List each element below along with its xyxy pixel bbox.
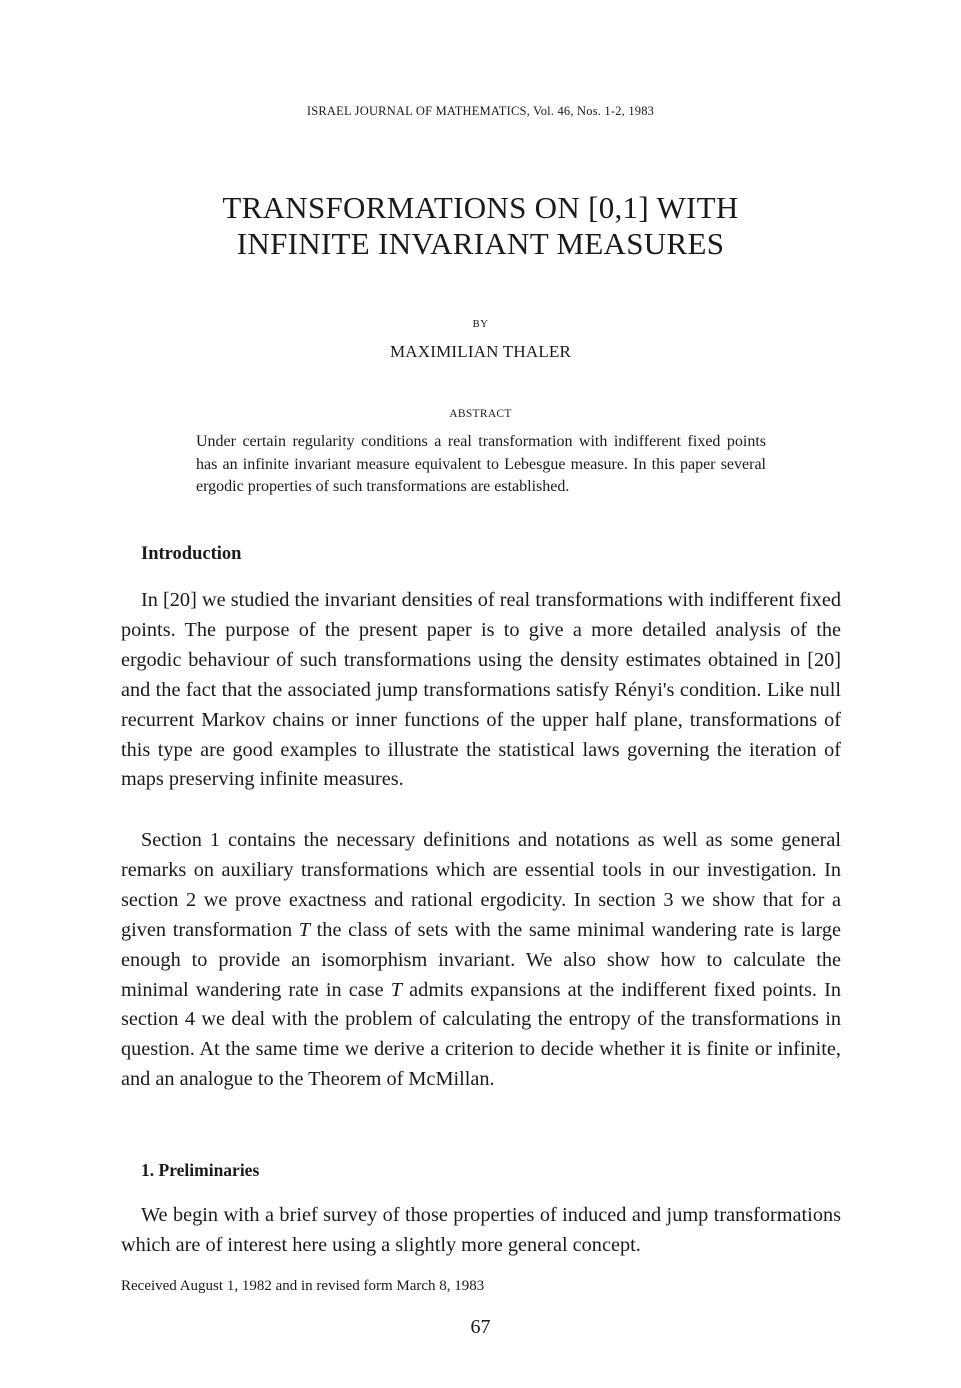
introduction-heading: Introduction: [141, 544, 242, 564]
preliminaries-heading: 1. Preliminaries: [141, 1160, 260, 1180]
abstract-text: Under certain regularity conditions a real transformation with indifferent fixed points has an infinite invariant measure equivalent to Lebesgue measure. In this paper several ergodic properties of such transformations are established.: [196, 433, 766, 495]
introduction-paragraph-2: [121, 826, 841, 1095]
running-head: ISRAEL JOURNAL OF MATHEMATICS, Vol. 46, Nos. 1-2, 1983: [306, 104, 655, 118]
p2-text-c: admits expansions at the indifferent fixed points. In section 4 we deal with the problem of calculating the entropy of the transformations in question. At the same time we derive a criterion to decide whether it is finite or infinite, and an analogue to the Theorem of McMillan.: [121, 978, 841, 1091]
page-number: 67: [470, 1316, 491, 1338]
p2-symbol-t: T: [298, 918, 311, 941]
title-line-2: INFINITE INVARIANT MEASURES: [236, 226, 725, 261]
p2-text-a: Section 1 contains the necessary definitions and notations as well as some general remarks on auxiliary transformations which are essential tools in our investigation. In section 2 we prove exactness and rational ergodicity. In section 3 we show that for a given transformation: [121, 829, 841, 941]
preliminaries-paragraph-1: We begin with a brief survey of those properties of induced and jump transformations which are of interest here using a slightly more general concept.: [121, 1204, 841, 1256]
byline-by: BY: [472, 319, 489, 330]
received-note: Received August 1, 1982 and in revised form March 8, 1983: [121, 1278, 485, 1294]
p2-text-b: the class of sets with the same minimal wandering rate is large enough to provide an isomorphism invariant. We also show how to calculate the minimal wandering rate in case: [121, 918, 841, 1001]
title-line-1: TRANSFORMATIONS ON [0,1] WITH: [222, 190, 739, 225]
article-title: [0, 190, 961, 262]
p2-symbol-t-2: T: [390, 978, 403, 1001]
abstract-label: ABSTRACT: [449, 408, 512, 420]
introduction-paragraph-1: In [20] we studied the invariant densities of real transformations with indifferent fixed points. The purpose of the present paper is to give a more detailed analysis of the ergodic behaviour of such transformations using the density estimates obtained in [20] and the fact that the associated jump transformations satisfy Rényi's condition. Like null recurrent Markov chains or inner functions of the upper half plane, transformations of this type are good examples to illustrate the statistical laws governing the iteration of maps preserving infinite measures.: [121, 589, 841, 791]
author-name: MAXIMILIAN THALER: [389, 342, 572, 361]
